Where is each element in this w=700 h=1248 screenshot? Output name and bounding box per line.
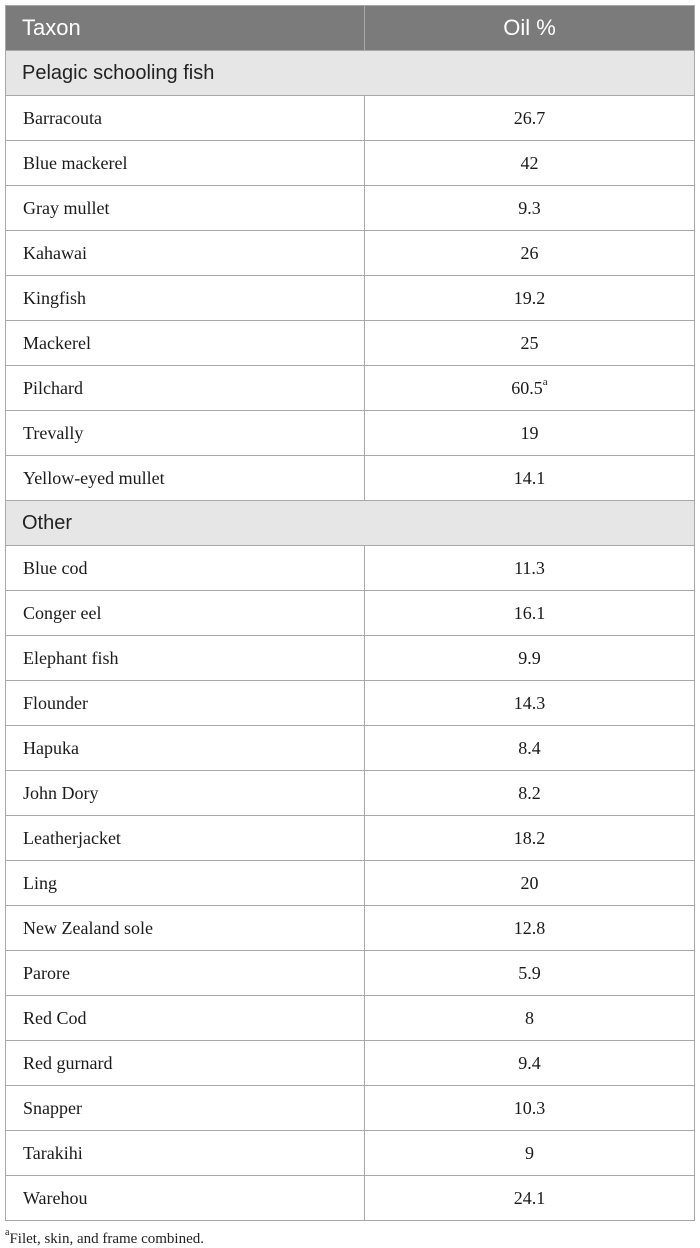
taxon-cell: Red gurnard (6, 1041, 365, 1086)
taxon-cell: Parore (6, 951, 365, 996)
oil-cell (365, 906, 695, 951)
taxon-cell: Mackerel (6, 321, 365, 366)
taxon-cell: Elephant fish (6, 636, 365, 681)
oil-cell (365, 1041, 695, 1086)
table-row (6, 1041, 695, 1086)
taxon-cell: Yellow-eyed mullet (6, 456, 365, 501)
group-row (6, 51, 695, 96)
table-row (6, 1176, 695, 1221)
table-row (6, 456, 695, 501)
taxon-cell: Warehou (6, 1176, 365, 1221)
group-title: Other (6, 501, 695, 546)
oil-value: 20 (520, 872, 539, 893)
oil-cell (365, 636, 695, 681)
oil-value: 9 (525, 1142, 534, 1163)
oil-value: 19.2 (513, 287, 546, 308)
oil-content-table (5, 5, 695, 1221)
oil-value: 24.1 (513, 1187, 546, 1208)
table-row (6, 186, 695, 231)
group-row (6, 501, 695, 546)
table-row (6, 141, 695, 186)
table-row (6, 366, 695, 411)
table-row (6, 681, 695, 726)
table-row (6, 321, 695, 366)
footnote-text: Filet, skin, and frame combined. (9, 1231, 204, 1247)
oil-cell (365, 726, 695, 771)
taxon-cell: Red Cod (6, 996, 365, 1041)
table-container (5, 5, 694, 1248)
oil-cell (365, 456, 695, 501)
header-row (6, 6, 695, 51)
taxon-cell: Ling (6, 861, 365, 906)
oil-cell (365, 141, 695, 186)
oil-cell (365, 1176, 695, 1221)
taxon-cell: Flounder (6, 681, 365, 726)
oil-value: 8 (525, 1007, 534, 1028)
table-row (6, 636, 695, 681)
oil-cell (365, 276, 695, 321)
taxon-cell: Blue cod (6, 546, 365, 591)
oil-value: 9.9 (518, 647, 541, 668)
oil-value: 12.8 (513, 917, 546, 938)
oil-value: 26 (520, 242, 539, 263)
oil-cell (365, 546, 695, 591)
header-taxon: Taxon (6, 6, 365, 51)
oil-value: 26.7 (513, 107, 546, 128)
taxon-cell: Leatherjacket (6, 816, 365, 861)
table-row (6, 546, 695, 591)
taxon-cell: Kahawai (6, 231, 365, 276)
oil-cell (365, 231, 695, 276)
table-body (6, 51, 695, 1221)
oil-value: 42 (520, 152, 539, 173)
taxon-cell: Pilchard (6, 366, 365, 411)
oil-cell (365, 321, 695, 366)
oil-value: 5.9 (518, 962, 541, 983)
oil-cell (365, 1131, 695, 1176)
taxon-cell: Barracouta (6, 96, 365, 141)
oil-cell (365, 411, 695, 456)
table-row (6, 951, 695, 996)
taxon-cell: John Dory (6, 771, 365, 816)
oil-value: 10.3 (513, 1097, 546, 1118)
oil-value: 9.3 (518, 197, 541, 218)
oil-cell (365, 996, 695, 1041)
oil-cell (365, 96, 695, 141)
taxon-cell: Blue mackerel (6, 141, 365, 186)
oil-cell (365, 951, 695, 996)
table-row (6, 996, 695, 1041)
oil-value: 11.3 (514, 557, 545, 578)
table-footnote (5, 1227, 694, 1248)
table-row (6, 906, 695, 951)
group-title: Pelagic schooling fish (6, 51, 695, 96)
oil-value: 14.1 (513, 467, 546, 488)
table-row (6, 411, 695, 456)
oil-cell (365, 186, 695, 231)
table-row (6, 771, 695, 816)
oil-cell (365, 681, 695, 726)
oil-value: 14.3 (513, 692, 546, 713)
oil-cell (365, 366, 695, 411)
table-row (6, 1131, 695, 1176)
taxon-cell: Tarakihi (6, 1131, 365, 1176)
taxon-cell: Snapper (6, 1086, 365, 1131)
table-row (6, 726, 695, 771)
header-oil-percent: Oil % (365, 6, 695, 51)
oil-value: 16.1 (513, 602, 546, 623)
oil-cell (365, 771, 695, 816)
oil-cell (365, 591, 695, 636)
taxon-cell: Trevally (6, 411, 365, 456)
taxon-cell: Conger eel (6, 591, 365, 636)
table-row (6, 591, 695, 636)
footnote-ref: a (542, 375, 548, 388)
oil-value: 19 (520, 422, 539, 443)
taxon-cell: Hapuka (6, 726, 365, 771)
table-row (6, 1086, 695, 1131)
oil-value: 18.2 (513, 827, 546, 848)
oil-value: 60.5 (511, 377, 543, 398)
taxon-cell: New Zealand sole (6, 906, 365, 951)
oil-cell (365, 861, 695, 906)
table-row (6, 276, 695, 321)
oil-value: 8.4 (518, 737, 541, 758)
table-row (6, 96, 695, 141)
table-row (6, 861, 695, 906)
oil-cell (365, 1086, 695, 1131)
footnote-mark: a (5, 1227, 10, 1238)
oil-value: 25 (520, 332, 539, 353)
table-row (6, 816, 695, 861)
oil-value: 9.4 (518, 1052, 541, 1073)
taxon-cell: Gray mullet (6, 186, 365, 231)
oil-cell (365, 816, 695, 861)
taxon-cell: Kingfish (6, 276, 365, 321)
oil-value: 8.2 (518, 782, 541, 803)
table-row (6, 231, 695, 276)
